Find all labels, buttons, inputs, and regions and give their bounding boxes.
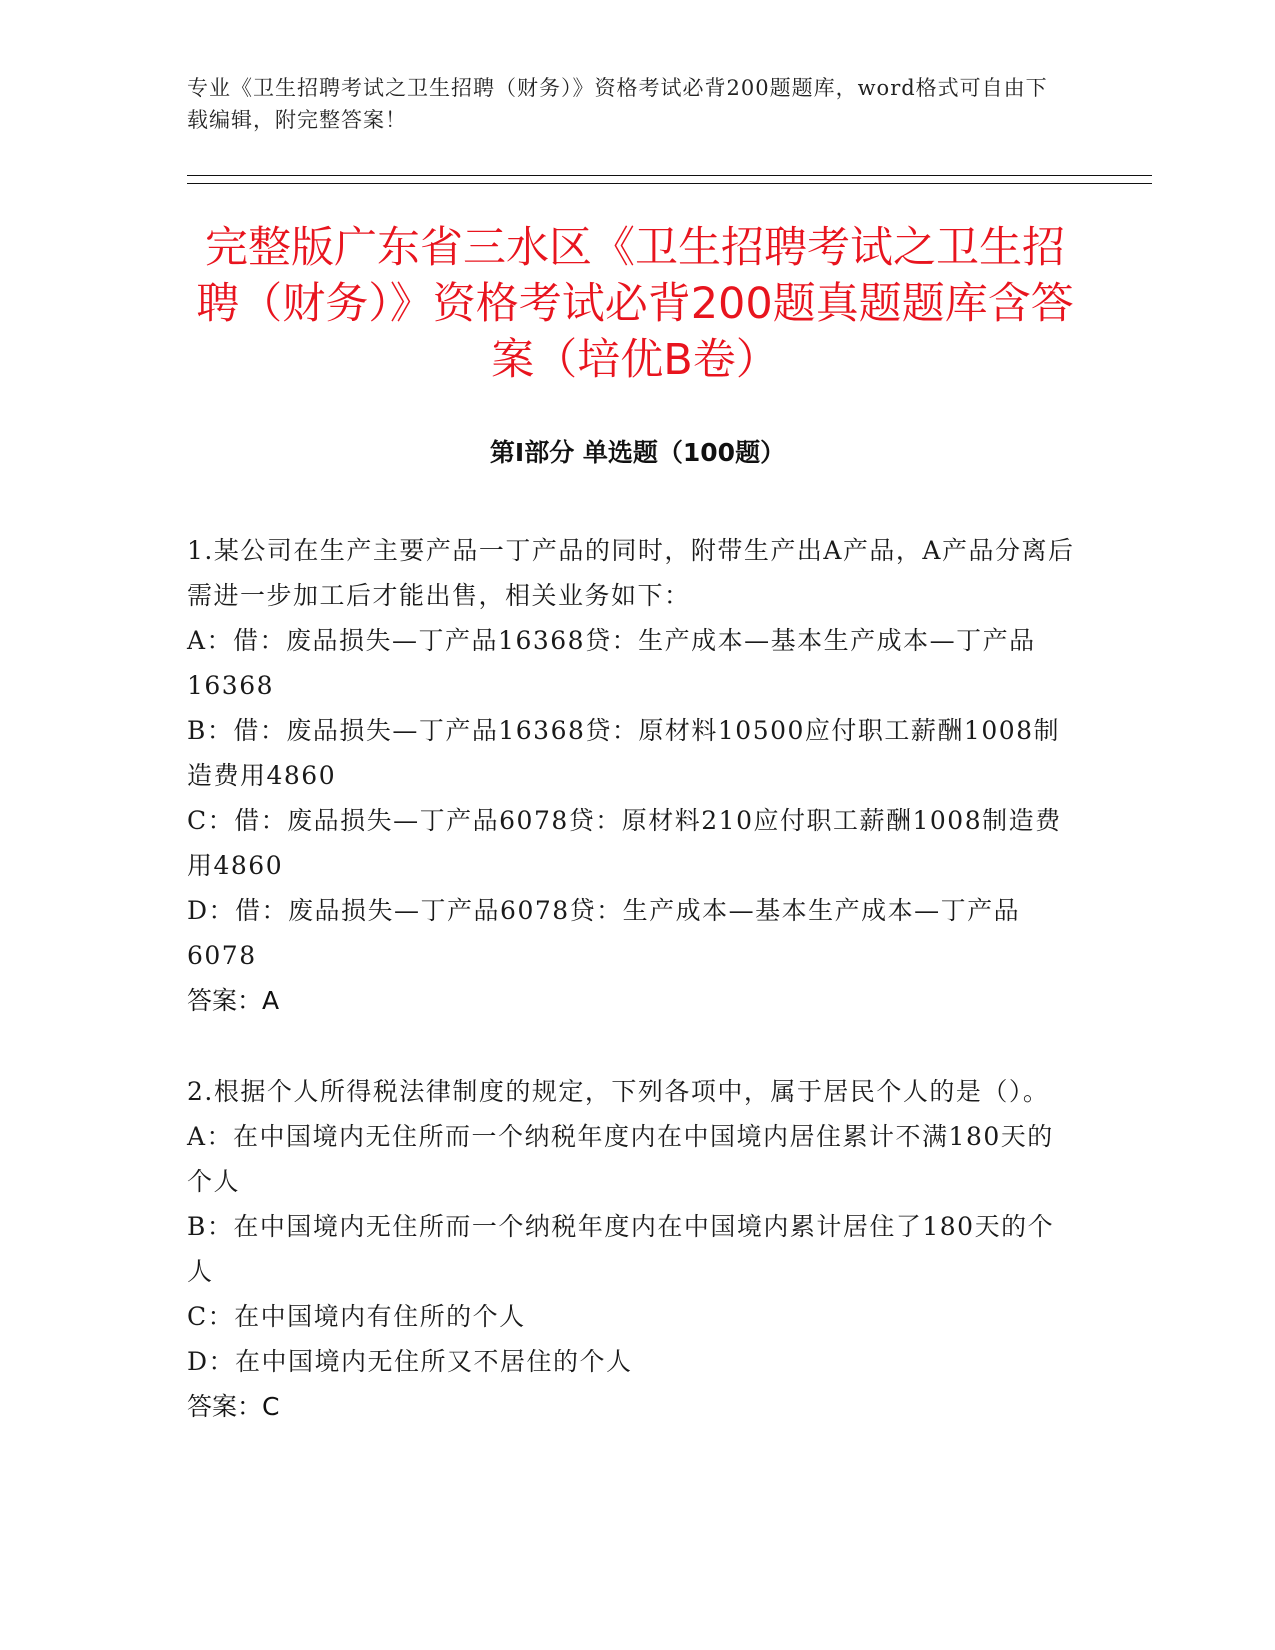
header-note: 专业《卫生招聘考试之卫生招聘（财务）》资格考试必背200题题库，word格式可自由下载编辑，附完整答案！ [187, 76, 1048, 132]
question-stem: 1.某公司在生产主要产品一丁产品的同时，附带生产出A产品，A产品分离后需进一步加工后才能出售，相关业务如下： [187, 536, 1075, 610]
question-stem: 2.根据个人所得税法律制度的规定，下列各项中，属于居民个人的是（）。 [187, 1077, 1050, 1106]
document-title: 完整版广东省三水区《卫生招聘考试之卫生招聘（财务）》资格考试必背200题真题题库含答案（培优B卷） [196, 223, 1074, 385]
header-rule-thick [187, 175, 1152, 176]
question-2 [187, 1069, 1077, 1429]
question-1 [187, 528, 1077, 1023]
option-c: C：借：废品损失—丁产品6078贷：原材料210应付职工薪酬1008制造费用4860 [187, 806, 1062, 880]
answer-line: 答案：A [187, 986, 280, 1015]
header-rule-thin [187, 183, 1152, 184]
option-b: B：在中国境内无住所而一个纳税年度内在中国境内累计居住了180天的个人 [187, 1212, 1055, 1286]
answer-line: 答案：C [187, 1392, 280, 1421]
option-a: A：借：废品损失—丁产品16368贷：生产成本—基本生产成本—丁产品16368 [187, 626, 1036, 700]
option-d: D：在中国境内无住所又不居住的个人 [187, 1347, 633, 1376]
option-a: A：在中国境内无住所而一个纳税年度内在中国境内居住累计不满180天的个人 [187, 1122, 1054, 1196]
question-list [187, 528, 1077, 1475]
section-heading: 第Ⅰ部分 单选题（100题） [489, 438, 786, 467]
option-d: D：借：废品损失—丁产品6078贷：生产成本—基本生产成本—丁产品6078 [187, 896, 1021, 970]
option-c: C：在中国境内有住所的个人 [187, 1302, 526, 1331]
option-b: B：借：废品损失—丁产品16368贷：原材料10500应付职工薪酬1008制造费用4860 [187, 716, 1061, 790]
